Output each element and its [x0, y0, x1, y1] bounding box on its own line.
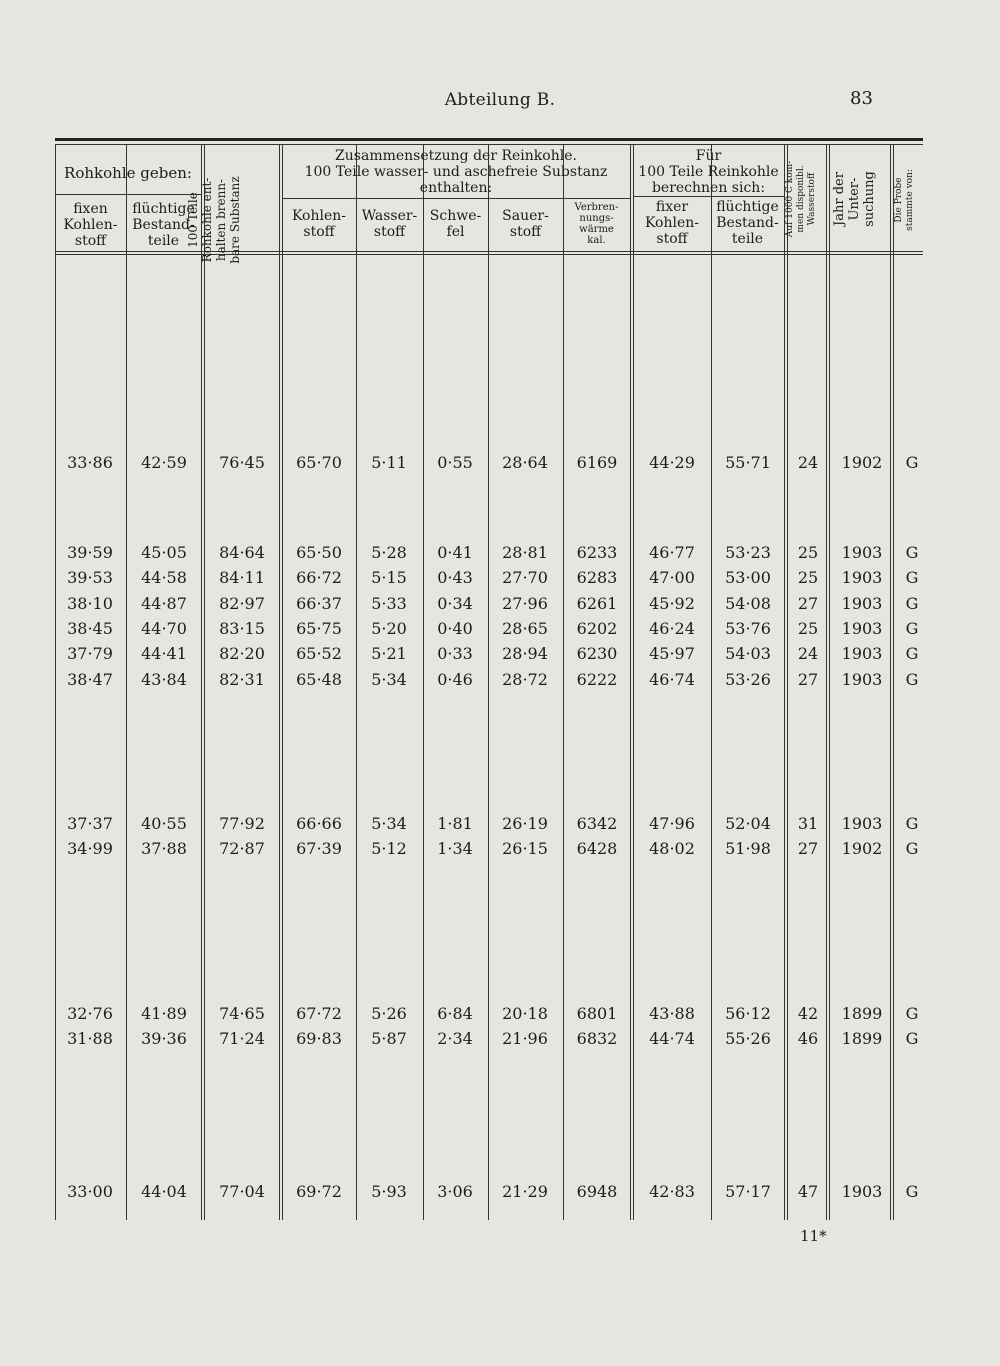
page-number: 83: [850, 88, 873, 109]
cell-fluechtige: 44·58: [141, 568, 187, 587]
cell-fluechtige-2: 53·00: [725, 568, 771, 587]
subheader-rule: [55, 194, 201, 195]
cell-fixer: 42·83: [649, 1182, 695, 1201]
cell-waerme: 6801: [576, 1004, 618, 1023]
cell-fixer: 46·24: [649, 619, 695, 638]
cell-wasserstoff: 5·28: [371, 543, 407, 562]
header-wasserstoff: Wasser- stoff: [361, 208, 418, 240]
cell-sauerstoff: 26·19: [502, 814, 548, 833]
cell-wasserstoff-disp: 42: [797, 1004, 819, 1023]
cell-waerme: 6222: [576, 670, 618, 689]
cell-wasserstoff: 5·34: [371, 670, 407, 689]
cell-wasserstoff-disp: 24: [797, 453, 819, 472]
cell-sauerstoff: 20·18: [502, 1004, 548, 1023]
cell-wasserstoff: 5·15: [371, 568, 407, 587]
cell-kohlenstoff: 66·72: [296, 568, 342, 587]
cell-fixer: 43·88: [649, 1004, 695, 1023]
cell-jahr: 1903: [841, 814, 883, 833]
cell-kohlenstoff: 65·52: [296, 644, 342, 663]
running-header: Abteilung B.: [444, 90, 556, 110]
cell-wasserstoff-disp: 46: [797, 1029, 819, 1048]
cell-kohlenstoff: 66·37: [296, 594, 342, 613]
cell-schwefel: 3·06: [437, 1182, 473, 1201]
header-sauerstoff: Sauer- stoff: [502, 208, 549, 240]
cell-fixen: 37·79: [67, 644, 113, 663]
cell-brennbare: 82·20: [219, 644, 265, 663]
cell-probe: G: [905, 644, 919, 663]
cell-fluechtige: 39·36: [141, 1029, 187, 1048]
cell-kohlenstoff: 66·66: [296, 814, 342, 833]
cell-wasserstoff: 5·11: [371, 453, 407, 472]
cell-fluechtige: 44·70: [141, 619, 187, 638]
cell-schwefel: 0·55: [437, 453, 473, 472]
header-kohlenstoff: Kohlen- stoff: [291, 208, 347, 240]
cell-fluechtige: 44·41: [141, 644, 187, 663]
cell-sauerstoff: 27·96: [502, 594, 548, 613]
cell-schwefel: 0·34: [437, 594, 473, 613]
cell-sauerstoff: 28·65: [502, 619, 548, 638]
cell-fixer: 44·29: [649, 453, 695, 472]
cell-fixen: 32·76: [67, 1004, 113, 1023]
cell-brennbare: 74·65: [219, 1004, 265, 1023]
cell-kohlenstoff: 67·72: [296, 1004, 342, 1023]
header-jahr: Jahr der Unter- suchung: [832, 171, 877, 227]
cell-wasserstoff-disp: 27: [797, 594, 819, 613]
cell-fixer: 45·97: [649, 644, 695, 663]
cell-waerme: 6169: [576, 453, 618, 472]
cell-waerme: 6832: [576, 1029, 618, 1048]
cell-kohlenstoff: 69·83: [296, 1029, 342, 1048]
cell-fluechtige-2: 55·26: [725, 1029, 771, 1048]
cell-fluechtige-2: 51·98: [725, 839, 771, 858]
cell-wasserstoff: 5·93: [371, 1182, 407, 1201]
cell-probe: G: [905, 1029, 919, 1048]
cell-fluechtige-2: 53·23: [725, 543, 771, 562]
cell-fluechtige: 41·89: [141, 1004, 187, 1023]
signature-mark: 11*: [800, 1227, 827, 1245]
cell-probe: G: [905, 568, 919, 587]
cell-fixen: 39·59: [67, 543, 113, 562]
cell-fluechtige-2: 57·17: [725, 1182, 771, 1201]
cell-schwefel: 2·34: [437, 1029, 473, 1048]
cell-wasserstoff: 5·26: [371, 1004, 407, 1023]
cell-probe: G: [905, 619, 919, 638]
cell-kohlenstoff: 67·39: [296, 839, 342, 858]
cell-fluechtige: 40·55: [141, 814, 187, 833]
cell-waerme: 6233: [576, 543, 618, 562]
cell-fixen: 33·00: [67, 1182, 113, 1201]
cell-brennbare: 83·15: [219, 619, 265, 638]
cell-brennbare: 71·24: [219, 1029, 265, 1048]
cell-fixer: 44·74: [649, 1029, 695, 1048]
cell-wasserstoff-disp: 47: [797, 1182, 819, 1201]
cell-jahr: 1903: [841, 619, 883, 638]
cell-probe: G: [905, 1182, 919, 1201]
cell-brennbare: 84·11: [219, 568, 265, 587]
header-fluechtige-2: flüchtige Bestand- teile: [716, 199, 779, 247]
cell-jahr: 1902: [841, 453, 883, 472]
cell-fixer: 48·02: [649, 839, 695, 858]
cell-jahr: 1903: [841, 543, 883, 562]
cell-wasserstoff: 5·87: [371, 1029, 407, 1048]
cell-fixer: 47·00: [649, 568, 695, 587]
cell-fluechtige: 43·84: [141, 670, 187, 689]
cell-schwefel: 0·40: [437, 619, 473, 638]
cell-brennbare: 76·45: [219, 453, 265, 472]
cell-sauerstoff: 21·96: [502, 1029, 548, 1048]
cell-fluechtige-2: 54·08: [725, 594, 771, 613]
cell-jahr: 1903: [841, 594, 883, 613]
header-verbrennungswaerme: Verbren- nungs- wärme kal.: [574, 202, 619, 246]
subheader-rule: [282, 198, 630, 199]
cell-kohlenstoff: 69·72: [296, 1182, 342, 1201]
cell-probe: G: [905, 453, 919, 472]
cell-schwefel: 0·43: [437, 568, 473, 587]
header-schwefel: Schwe- fel: [429, 208, 482, 240]
cell-sauerstoff: 28·81: [502, 543, 548, 562]
cell-fixen: 37·37: [67, 814, 113, 833]
cell-schwefel: 6·84: [437, 1004, 473, 1023]
cell-fluechtige-2: 52·04: [725, 814, 771, 833]
cell-wasserstoff-disp: 25: [797, 619, 819, 638]
cell-brennbare: 77·92: [219, 814, 265, 833]
cell-wasserstoff-disp: 31: [797, 814, 819, 833]
cell-jahr: 1903: [841, 644, 883, 663]
cell-fixen: 38·10: [67, 594, 113, 613]
cell-probe: G: [905, 839, 919, 858]
cell-fluechtige-2: 54·03: [725, 644, 771, 663]
cell-fixen: 39·53: [67, 568, 113, 587]
cell-waerme: 6428: [576, 839, 618, 858]
cell-fixen: 34·99: [67, 839, 113, 858]
cell-jahr: 1902: [841, 839, 883, 858]
header-100-teile: 100 Teile Rohkohle ent- halten brenn- bare Substanz: [186, 176, 242, 264]
header-fixer: fixer Kohlen- stoff: [644, 199, 700, 247]
cell-kohlenstoff: 65·50: [296, 543, 342, 562]
cell-wasserstoff-disp: 25: [797, 568, 819, 587]
cell-schwefel: 0·41: [437, 543, 473, 562]
cell-fixen: 38·47: [67, 670, 113, 689]
cell-sauerstoff: 26·15: [502, 839, 548, 858]
cell-fluechtige-2: 53·76: [725, 619, 771, 638]
cell-waerme: 6202: [576, 619, 618, 638]
cell-sauerstoff: 28·64: [502, 453, 548, 472]
cell-fluechtige: 45·05: [141, 543, 187, 562]
table-top-rule: [55, 138, 923, 141]
cell-probe: G: [905, 670, 919, 689]
cell-waerme: 6261: [576, 594, 618, 613]
cell-brennbare: 82·31: [219, 670, 265, 689]
cell-probe: G: [905, 814, 919, 833]
cell-fixen: 33·86: [67, 453, 113, 472]
cell-fluechtige-2: 55·71: [725, 453, 771, 472]
cell-waerme: 6948: [576, 1182, 618, 1201]
col-line: [279, 145, 280, 1220]
header-fixen: fixen Kohlen- stoff: [63, 201, 118, 249]
cell-jahr: 1899: [841, 1029, 883, 1048]
cell-kohlenstoff: 65·48: [296, 670, 342, 689]
cell-brennbare: 72·87: [219, 839, 265, 858]
cell-fixer: 46·74: [649, 670, 695, 689]
cell-wasserstoff: 5·33: [371, 594, 407, 613]
cell-jahr: 1903: [841, 568, 883, 587]
cell-probe: G: [905, 594, 919, 613]
cell-wasserstoff-disp: 24: [797, 644, 819, 663]
cell-probe: G: [905, 543, 919, 562]
cell-fluechtige: 44·04: [141, 1182, 187, 1201]
subheader-rule: [633, 196, 784, 197]
header-probe: Die Probe stammte von:: [894, 169, 915, 231]
cell-fluechtige-2: 56·12: [725, 1004, 771, 1023]
cell-waerme: 6283: [576, 568, 618, 587]
cell-brennbare: 82·97: [219, 594, 265, 613]
cell-sauerstoff: 21·29: [502, 1182, 548, 1201]
header-auf-1000: Auf 1000 C kom- men disponibl. Wasserstoff: [785, 160, 817, 238]
cell-fixer: 45·92: [649, 594, 695, 613]
table-top-rule-thin: [55, 144, 923, 145]
cell-wasserstoff-disp: 27: [797, 839, 819, 858]
cell-wasserstoff: 5·12: [371, 839, 407, 858]
cell-wasserstoff: 5·34: [371, 814, 407, 833]
cell-schwefel: 1·34: [437, 839, 473, 858]
cell-waerme: 6230: [576, 644, 618, 663]
cell-fixer: 47·96: [649, 814, 695, 833]
cell-fluechtige-2: 53·26: [725, 670, 771, 689]
cell-jahr: 1903: [841, 1182, 883, 1201]
cell-waerme: 6342: [576, 814, 618, 833]
header-rohkohle: Rohkohle geben:: [64, 164, 192, 182]
col-line: [201, 145, 202, 1220]
cell-fixer: 46·77: [649, 543, 695, 562]
cell-probe: G: [905, 1004, 919, 1023]
cell-brennbare: 84·64: [219, 543, 265, 562]
cell-wasserstoff-disp: 25: [797, 543, 819, 562]
cell-jahr: 1899: [841, 1004, 883, 1023]
header-fluechtige: flüchtige Bestand- teile: [132, 201, 195, 249]
cell-jahr: 1903: [841, 670, 883, 689]
cell-kohlenstoff: 65·70: [296, 453, 342, 472]
cell-schwefel: 1·81: [437, 814, 473, 833]
cell-wasserstoff: 5·21: [371, 644, 407, 663]
header-fuer: Für 100 Teile Reinkohle berechnen sich:: [638, 148, 779, 196]
cell-fluechtige: 42·59: [141, 453, 187, 472]
cell-brennbare: 77·04: [219, 1182, 265, 1201]
cell-fixen: 31·88: [67, 1029, 113, 1048]
cell-schwefel: 0·46: [437, 670, 473, 689]
cell-sauerstoff: 28·72: [502, 670, 548, 689]
cell-wasserstoff-disp: 27: [797, 670, 819, 689]
header-reinkohle: Zusammensetzung der Reinkohle. 100 Teile wasser- und aschefreie Substanz enthalten:: [304, 148, 608, 196]
cell-fluechtige: 37·88: [141, 839, 187, 858]
cell-wasserstoff: 5·20: [371, 619, 407, 638]
cell-fixen: 38·45: [67, 619, 113, 638]
cell-sauerstoff: 28·94: [502, 644, 548, 663]
cell-sauerstoff: 27·70: [502, 568, 548, 587]
cell-fluechtige: 44·87: [141, 594, 187, 613]
cell-kohlenstoff: 65·75: [296, 619, 342, 638]
cell-schwefel: 0·33: [437, 644, 473, 663]
